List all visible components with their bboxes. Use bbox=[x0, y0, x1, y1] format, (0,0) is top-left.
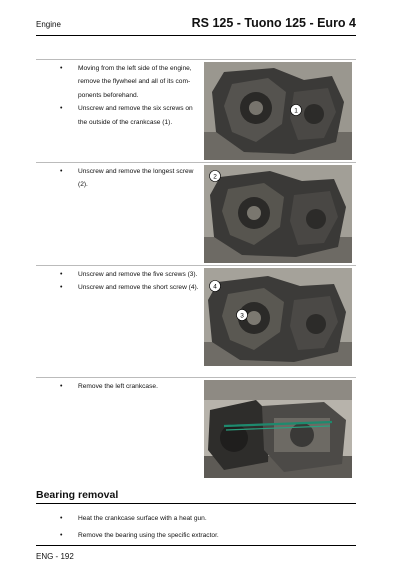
callout-4: 4 bbox=[213, 283, 217, 291]
step-2-bullets bbox=[60, 165, 200, 192]
bearing-bullets bbox=[60, 510, 219, 544]
step-1-bullets bbox=[60, 62, 200, 129]
step-3-bullet-2: • Unscrew and remove the short screw (4). bbox=[60, 281, 200, 294]
bearing-removal-heading: Bearing removal bbox=[36, 489, 119, 501]
crankcase-photo-1 bbox=[204, 62, 352, 160]
step-1-bullet-1: • Moving from the left side of the engine, remove the flywheel and all of its com- ponents beforehand. bbox=[60, 62, 200, 102]
step-1-photo bbox=[204, 62, 352, 160]
callout-2: 2 bbox=[213, 173, 217, 181]
header-section: Engine bbox=[36, 20, 61, 29]
footer-rule bbox=[36, 545, 356, 546]
step-1-bullet-2: • Unscrew and remove the six screws on the outside of the crankcase (1). bbox=[60, 102, 200, 129]
section-rule bbox=[36, 503, 356, 504]
step-3-bullet-1: • Unscrew and remove the five screws (3). bbox=[60, 268, 200, 281]
step-3-bullets bbox=[60, 268, 200, 295]
bearing-bullet-2: • Remove the bearing using the specific extractor. bbox=[60, 527, 219, 544]
callout-1: 1 bbox=[294, 107, 298, 115]
step-2 bbox=[36, 163, 356, 263]
document-title: RS 125 - Tuono 125 - Euro 4 bbox=[191, 16, 356, 30]
page-number: ENG - 192 bbox=[36, 552, 74, 561]
step-4 bbox=[36, 378, 356, 478]
step-4-bullets bbox=[60, 380, 200, 393]
step-3-photo bbox=[204, 268, 352, 366]
header-rule bbox=[36, 35, 356, 36]
crankcase-removed-photo bbox=[204, 380, 352, 478]
callout-3: 3 bbox=[240, 312, 244, 320]
bearing-bullet-1: • Heat the crankcase surface with a heat gun. bbox=[60, 510, 219, 527]
step-4-photo bbox=[204, 380, 352, 478]
crankcase-photo-2 bbox=[204, 165, 352, 263]
step-2-photo bbox=[204, 165, 352, 263]
step-3 bbox=[36, 266, 356, 366]
crankcase-photo-3 bbox=[204, 268, 352, 366]
step-4-bullet-1: • Remove the left crankcase. bbox=[60, 380, 200, 393]
step-1 bbox=[36, 60, 356, 160]
step-2-bullet-1: • Unscrew and remove the longest screw (2). bbox=[60, 165, 200, 192]
